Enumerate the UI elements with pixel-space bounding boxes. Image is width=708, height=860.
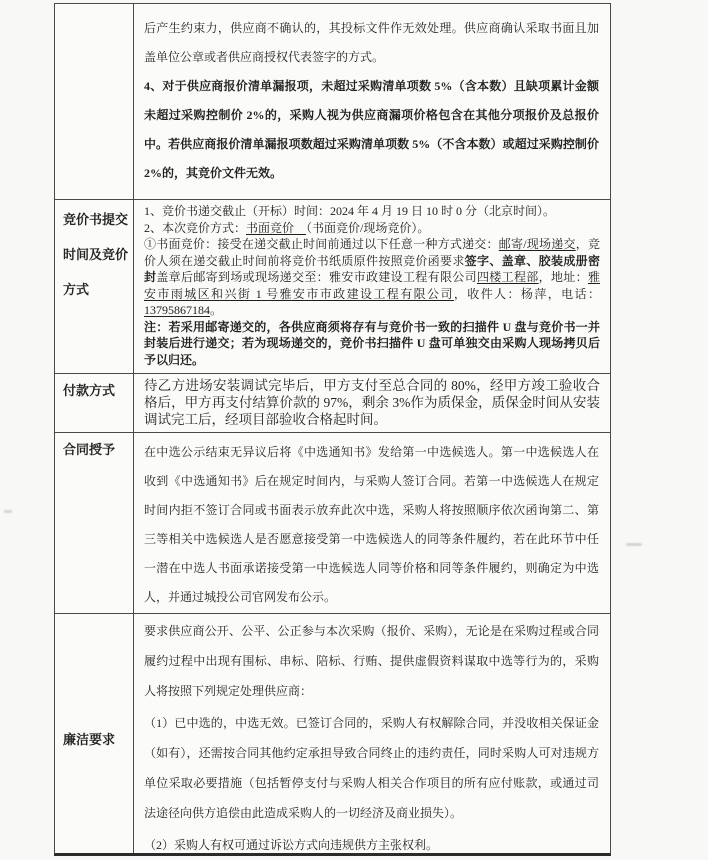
paragraph xyxy=(144,377,600,428)
text-segment: ，竞价人须在递交截止时间前将竞价书纸质原件按照竞价函要求 xyxy=(144,237,600,268)
row-content-continuation xyxy=(134,4,610,199)
row-content-bid-submission xyxy=(134,200,610,373)
text-segment: （2）采购人有权可通过诉讼方式向违规供方主张权利。 xyxy=(144,838,439,852)
paragraph xyxy=(144,830,599,853)
text-segment: 要求供应商公开、公平、公正参与本次采购（报价、采购），无论是在采购过程或合同履约过程中出现有围标、串标、陪标、行贿、提供虚假资料谋取中选等行为的，采购人将按照下列规定处理供应商： xyxy=(144,624,599,698)
scan-artifact xyxy=(626,543,642,546)
row-content-contract-award xyxy=(134,433,610,613)
text-segment: 雅安市雨城区和兴街 1 号雅安市市政建设工程有限公司 xyxy=(144,270,600,301)
paragraph xyxy=(144,616,599,706)
table-row-continuation xyxy=(55,4,610,200)
paragraph xyxy=(144,236,600,319)
paragraph xyxy=(144,14,599,72)
text-segment: 四楼工程部 xyxy=(476,270,539,284)
procurement-terms-table xyxy=(54,3,611,856)
row-content-integrity-requirements xyxy=(134,614,610,853)
paragraph xyxy=(144,220,600,237)
text-segment: 。 xyxy=(210,303,223,317)
text-segment: （1）已中选的，中选无效。已签订合同的，采购人有权解除合同，并没收相关保证金（如有），还需按合同其他约定承担导致合同终止的违约责任，同时采购人可对违规方单位采取必要措施（包括暂停支付与采购人相关合作项目的所有应付账款，或通过司法途径向供方追偿由此造成采购人的一切经济及商业损失）。 xyxy=(144,716,599,820)
table-row-integrity-requirements xyxy=(55,614,610,853)
table-row-payment-method xyxy=(55,374,610,433)
paragraph xyxy=(144,319,600,369)
paragraph xyxy=(144,203,600,220)
text-segment: （书面竞价/现场竞价）。 xyxy=(306,220,430,235)
row-label-payment-method: 付款方式 xyxy=(55,374,134,432)
text-segment: ①书面竞价：接受在递交截止时间前通过以下任意一种方式递交： xyxy=(144,237,499,251)
text-segment: 1、竞价书递交截止（开标）时间：2024 年 4 月 19 日 10 时 0 分（北京时间）。 xyxy=(144,204,556,218)
row-label-empty xyxy=(55,4,134,199)
text-segment: 书面竞价 xyxy=(246,220,307,235)
paragraph xyxy=(144,708,599,828)
row-content-payment-method xyxy=(134,374,610,432)
text-segment: 盖章后邮寄到场或现场递交至：雅安市政建设工程有限公司 xyxy=(156,270,477,284)
paragraph xyxy=(144,438,599,612)
row-label-contract-award: 合同授予 xyxy=(55,433,134,613)
text-segment: 13795867184 xyxy=(144,303,210,317)
text-segment: ，地址： xyxy=(538,270,588,284)
text-segment: 签字、盖章、胶装成册密封 xyxy=(144,253,600,284)
text-segment: 待乙方进场安装调试完毕后，甲方支付至总合同的 80%，经甲方竣工验收合格后，甲方再支付结算价款的 97%，剩余 3%作为质保金，质保金时间从安装调试完工后，经项目部验收合格起时间。 xyxy=(144,378,600,427)
table-row-bid-submission xyxy=(55,200,610,374)
text-segment: 在中选公示结束无异议后将《中选通知书》发给第一中选候选人。第一中选候选人在收到《中选通知书》后在规定时间内，与采购人签订合同。若第一中选候选人在规定时间内拒不签订合同或书面表示放弃此次中选，采购人将按照顺序依次函询第二、第三等相关中选候选人是否愿意接受第一中选候选人的同等条件履约，若在此环节中任一潜在中选人书面承诺接受第一中选候选人同等价格和同等条件履约，则确定为中选人，并通过城投公司官网发布公示。 xyxy=(144,445,599,604)
text-segment: ，收件人：杨萍，电话： xyxy=(453,286,600,301)
text-segment: 2、本次竞价方式： xyxy=(144,220,247,235)
text-segment: 邮寄/现场递交 xyxy=(498,237,576,251)
text-segment: 4、对于供应商报价清单漏报项，未超过采购清单项数 5%（含本数）且缺项累计金额未超过采购控制价 2%的，采购人视为供应商漏项价格包含在其他分项报价及总报价中。若供应商报价清单漏报项数超过采购清单项数 5%（不含本数）或超过采购控制价 2%的，其竞价文件无效。 xyxy=(144,79,599,180)
row-label-integrity-requirements: 廉洁要求 xyxy=(55,614,134,853)
table-row-contract-award xyxy=(55,433,610,614)
scan-artifact xyxy=(4,510,12,513)
row-label-bid-submission: 竞价书提交时间及竞价方式 xyxy=(55,200,134,373)
text-segment: 注：若采用邮寄递交的，各供应商须将存有与竞价书一致的扫描件 U 盘与竞价书一并封装后进行递交；若为现场递交的，竞价书扫描件 U 盘可单独交由采购人现场拷贝后予以归还。 xyxy=(144,319,600,367)
text-segment: 后产生约束力，供应商不确认的，其投标文件作无效处理。供应商确认采取书面且加盖单位公章或者供应商授权代表签字的方式。 xyxy=(144,21,599,64)
paragraph xyxy=(144,72,599,188)
